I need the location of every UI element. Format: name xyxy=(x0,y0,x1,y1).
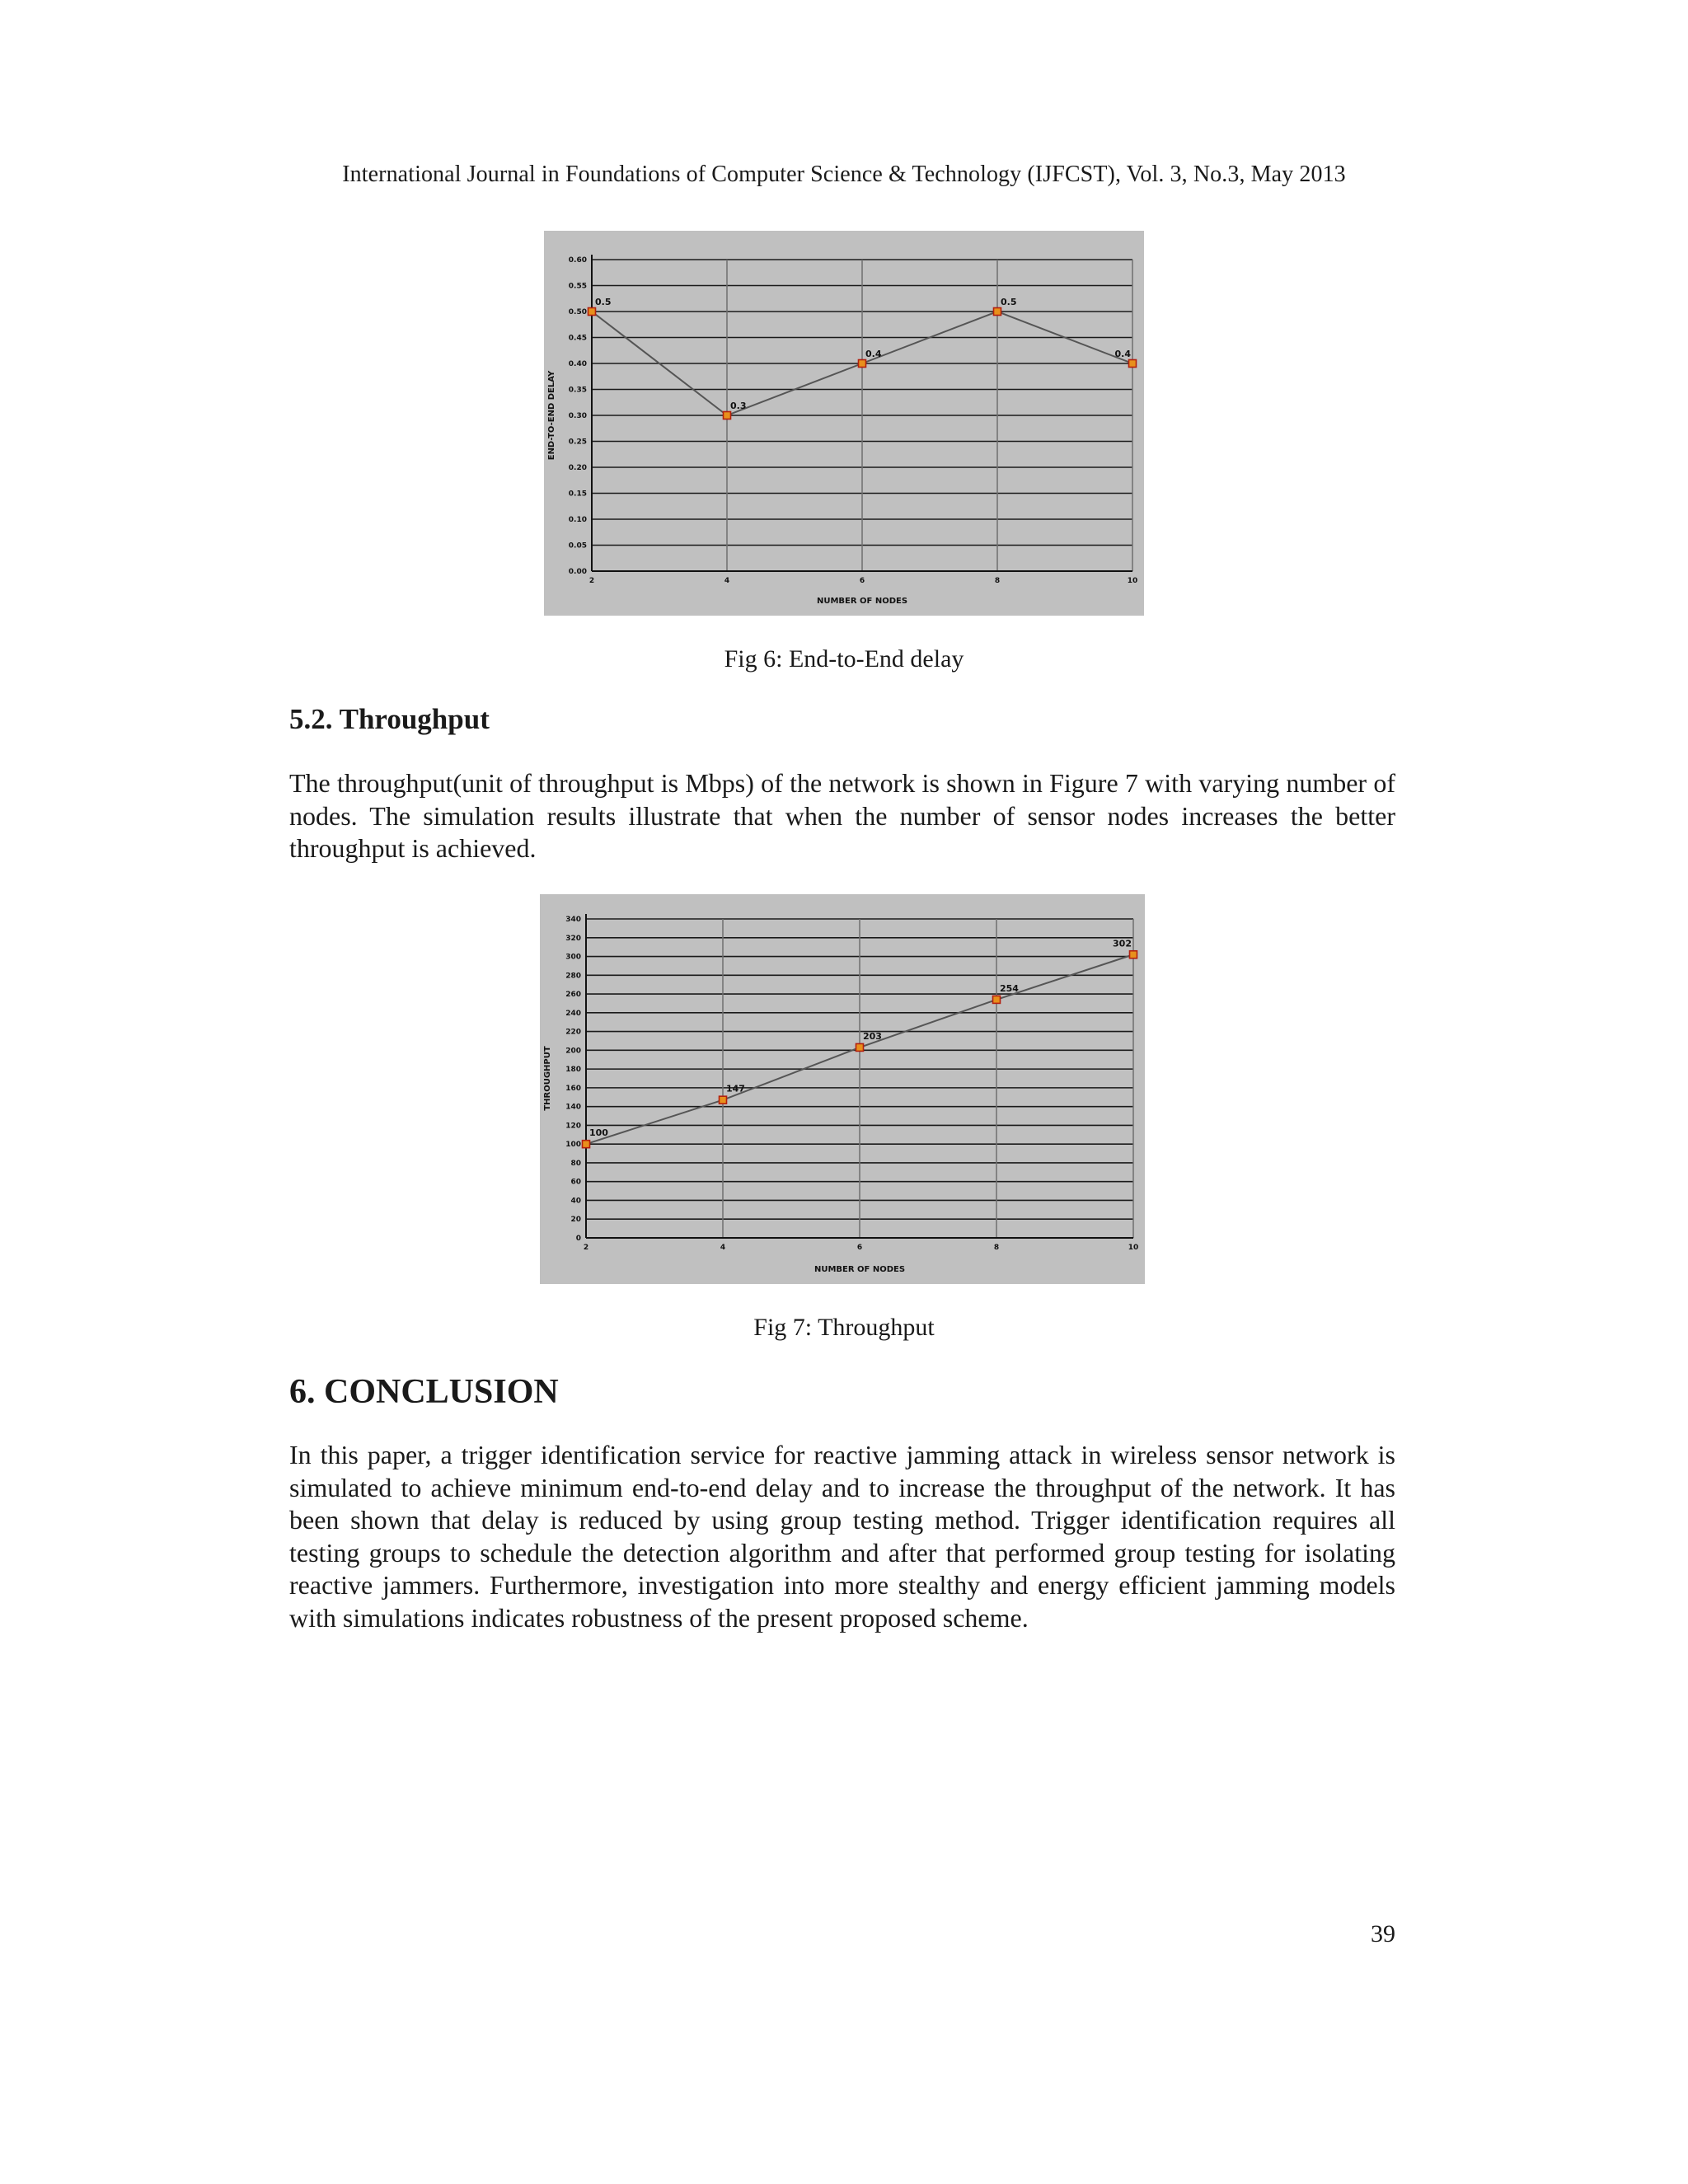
y-axis-title: THROUGHPUT xyxy=(543,1046,552,1111)
y-tick-label: 200 xyxy=(565,1047,581,1056)
data-point xyxy=(859,360,866,368)
data-point xyxy=(993,996,1001,1003)
y-tick-label: 120 xyxy=(565,1122,581,1131)
y-tick-label: 100 xyxy=(565,1141,581,1150)
data-point xyxy=(856,1043,864,1051)
y-tick-label: 0.40 xyxy=(568,360,587,368)
y-tick-label: 0.00 xyxy=(568,568,587,576)
data-point xyxy=(720,1096,727,1104)
section-title-throughput: 5.2. Throughput xyxy=(289,703,490,735)
y-tick-label: 0.35 xyxy=(568,386,587,395)
y-tick-label: 260 xyxy=(565,991,581,1000)
x-tick-label: 4 xyxy=(724,577,730,585)
y-tick-label: 60 xyxy=(570,1178,581,1187)
section-title-conclusion: 6. CONCLUSION xyxy=(289,1373,559,1411)
y-tick-label: 240 xyxy=(565,1009,581,1018)
y-tick-label: 40 xyxy=(570,1197,581,1206)
x-tick-label: 10 xyxy=(1127,577,1138,585)
y-tick-label: 220 xyxy=(565,1028,581,1037)
x-tick-label: 2 xyxy=(583,1244,589,1252)
chart-end-to-end-delay xyxy=(544,231,1144,616)
data-label: 147 xyxy=(726,1083,745,1094)
y-tick-label: 320 xyxy=(565,934,581,943)
data-point xyxy=(583,1141,590,1148)
y-tick-label: 0.55 xyxy=(568,282,587,291)
data-label: 254 xyxy=(1000,982,1019,994)
x-tick-label: 6 xyxy=(859,577,865,585)
x-tick-label: 2 xyxy=(588,577,595,585)
data-label: 302 xyxy=(1113,938,1132,949)
y-tick-label: 0.10 xyxy=(568,516,587,524)
journal-header: International Journal in Foundations of Computer Science & Technology (IJFCST), Vol. 3, No.3, May 2013 xyxy=(342,162,1346,187)
data-label: 0.5 xyxy=(595,297,612,307)
y-tick-label: 180 xyxy=(565,1066,581,1075)
y-tick-label: 0.05 xyxy=(568,541,587,551)
y-tick-label: 340 xyxy=(565,916,581,924)
data-label: 203 xyxy=(863,1030,882,1042)
figure-end-to-end-delay xyxy=(544,231,1144,616)
y-tick-label: 0.25 xyxy=(568,438,587,447)
figure-caption-7: Fig 7: Throughput xyxy=(753,1314,935,1341)
data-label: 0.4 xyxy=(1114,349,1131,359)
x-tick-label: 10 xyxy=(1128,1244,1139,1252)
y-tick-label: 0 xyxy=(575,1235,581,1243)
data-label: 100 xyxy=(589,1127,608,1139)
paragraph-throughput: The throughput(unit of throughput is Mbps) of the network is shown in Figure 7 with varying number of nodes. The simulation results illustrate that when the number of sensor nodes increases the better throughput is achieved. xyxy=(289,768,1395,864)
data-label: 0.4 xyxy=(865,349,882,359)
data-point xyxy=(588,308,596,316)
x-axis-title: NUMBER OF NODES xyxy=(814,1265,906,1274)
data-point xyxy=(724,412,731,419)
data-label: 0.5 xyxy=(1001,297,1017,307)
data-label: 0.3 xyxy=(730,401,747,411)
y-tick-label: 20 xyxy=(570,1216,581,1225)
data-point xyxy=(994,308,1001,316)
x-axis-title: NUMBER OF NODES xyxy=(816,597,908,606)
y-tick-label: 160 xyxy=(565,1084,581,1093)
y-tick-label: 280 xyxy=(565,972,581,981)
y-tick-label: 0.50 xyxy=(568,308,587,316)
paragraph-conclusion: In this paper, a trigger identification service for reactive jamming attack in wireless sensor network is simulated to achieve minimum end-to-end delay and to increase the throughput of the network. It has been shown that delay is reduced by using group testing method. Trigger identification requires all testing groups to schedule the detection algorithm and after that performed group testing for isolating reactive jammers. Furthermore, investigation into more stealthy and energy efficient jamming models with simulations indicates robustness of the present proposed scheme. xyxy=(289,1440,1395,1633)
x-tick-label: 8 xyxy=(993,1244,1000,1252)
figure-caption-6: Fig 6: End-to-End delay xyxy=(724,645,964,673)
chart-throughput xyxy=(540,894,1145,1284)
x-tick-label: 4 xyxy=(720,1244,726,1252)
x-tick-label: 8 xyxy=(994,577,1001,585)
y-tick-label: 300 xyxy=(565,953,581,962)
x-tick-label: 6 xyxy=(856,1244,863,1252)
page-number: 39 xyxy=(1371,1920,1395,1947)
y-tick-label: 0.20 xyxy=(568,464,587,472)
y-tick-label: 80 xyxy=(570,1159,581,1168)
y-tick-label: 0.15 xyxy=(568,490,587,499)
data-point xyxy=(1129,360,1137,368)
y-tick-label: 0.30 xyxy=(568,412,587,420)
y-axis-title: END-TO-END DELAY xyxy=(547,370,556,461)
y-tick-label: 0.45 xyxy=(568,334,587,343)
y-tick-label: 140 xyxy=(565,1103,581,1112)
figure-throughput xyxy=(540,894,1145,1284)
y-tick-label: 0.60 xyxy=(568,256,587,265)
data-point xyxy=(1130,951,1137,958)
